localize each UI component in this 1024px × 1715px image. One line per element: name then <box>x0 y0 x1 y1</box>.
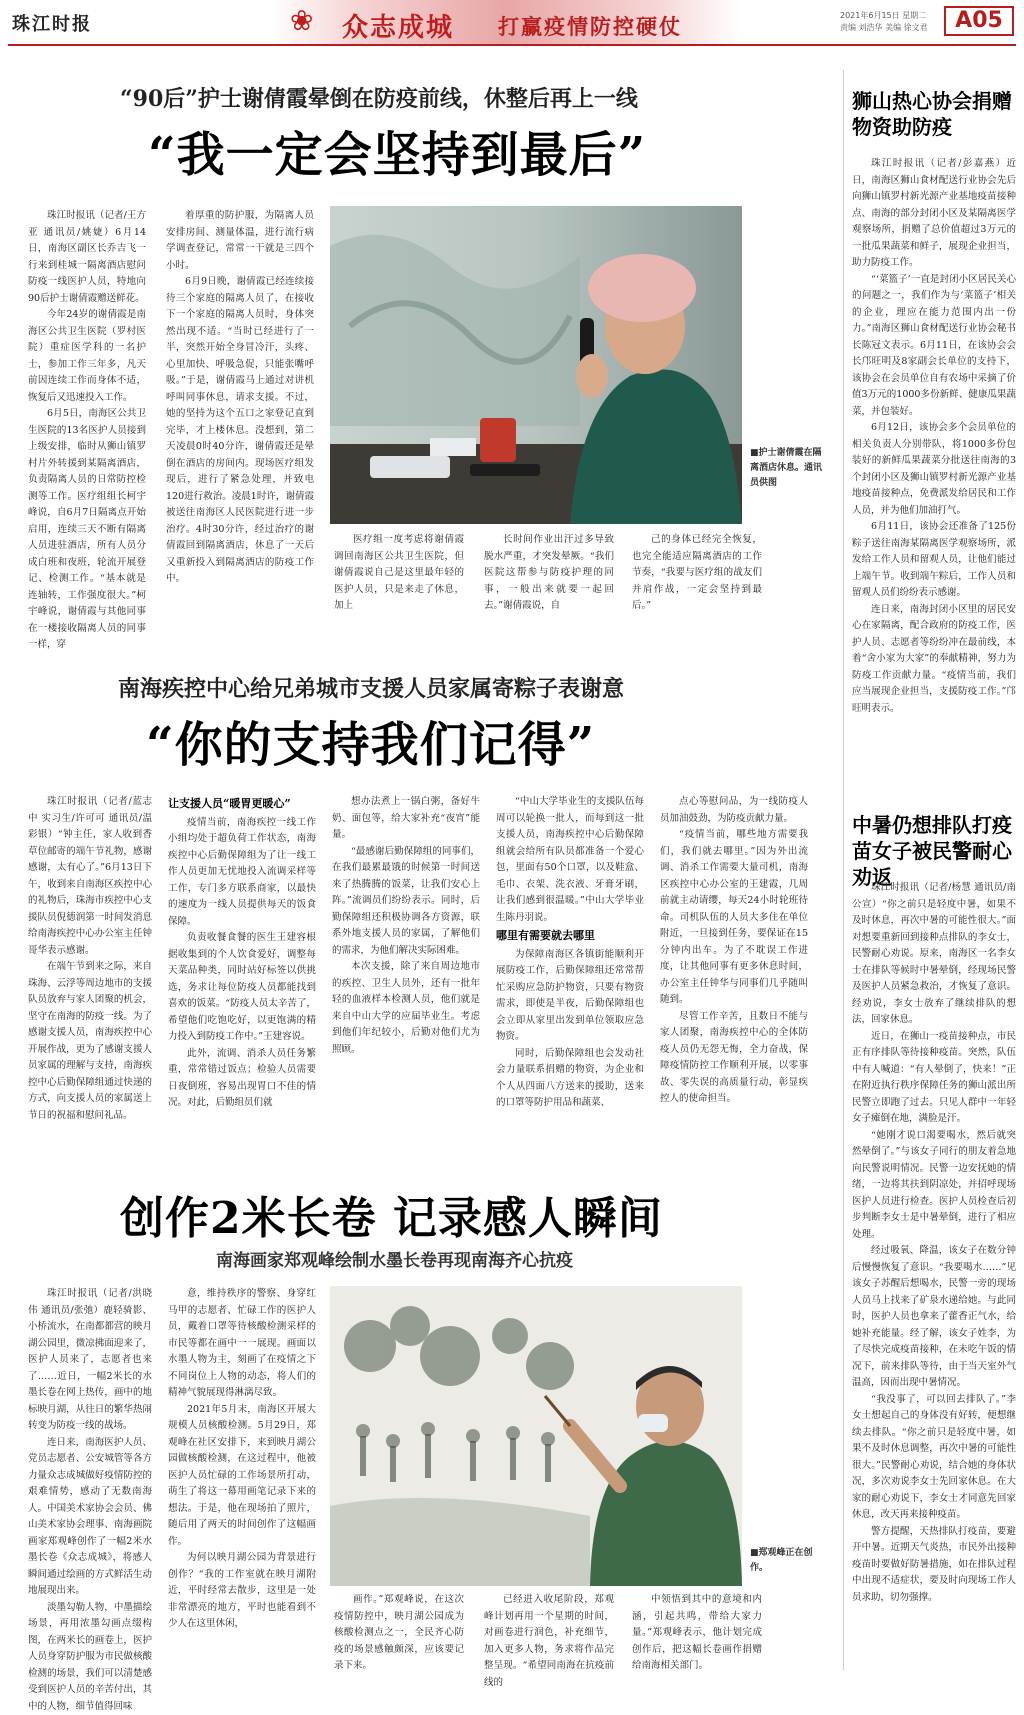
story1-kicker: “90后”护士谢倩霞晕倒在防疫前线，休整后再上一线 <box>120 82 638 113</box>
dateline <box>840 10 928 34</box>
side2-title: 中暑仍想排队打疫苗女子被民警耐心劝返 <box>852 812 1017 890</box>
story3-subtitle: 南海画家郑观峰绘制水墨长卷再现南海齐心抗疫 <box>216 1246 573 1271</box>
page-header <box>0 0 1024 46</box>
paragraph: 珠江时报讯（记者/洪晓伟 通讯员/张弛）鹿轻骑影、小桥流水，在南都都营的映月湖公园里，微凉拂面迎来了，医护人员来了，志愿者也来了……近日，一幅2米长的水墨长卷在网上热传，画中的地标映月湖，从往日的繁华热闹转变为防疫一线的战场。 <box>28 1286 152 1435</box>
paragraph: 6月9日晚，谢倩霞已经连续接待三个家庭的隔离人员了，在接收下一个家庭的隔离人员时，身体突然出现不适。“当时已经进行了一半，突然开始全身冒冷汗，头疼、心里加快、呼吸急促，只能张嘴呼吸。”于是，谢倩霞马上通过对讲机呼叫同事休息，请求支援。不过，她的坚持为这个五口之家登记直到完毕，才上楼休息。没想到，第二天凌晨0时40分许，谢倩霞还是晕倒在酒店的房间内。现场医疗组发现后，进行了紧急处理，并致电120进行救治。凌晨1时许，谢倩霞被送往南海区人民医院进行进一步治疗。4时30分许，经过治疗的谢倩霞回到隔离酒店，休息了一天后又重新投入到隔离酒店的防疫工作中。 <box>166 274 314 588</box>
paragraph: “疫情当前，哪些地方需要我们，我们就去哪里。”因为外出流调、消杀工作需要大量司机，南海区疾控中心办公室的王建霞，几周前就主动请缨，每天24小时轮班待命。司机队伍的人员大多住在单位附近，一旦接到任务，要保证在15分钟内出车。为了不耽误工作进度，让其他同事有更多休息时间，办公室主任钟华与同事们几乎随叫随到。 <box>660 827 808 1009</box>
story3-bottom-col-3 <box>632 1592 762 1676</box>
paper-name: 珠江时报 <box>12 10 92 36</box>
paragraph: 己的身体已经完全恢复，也完全能适应隔离酒店的工作节奏，“我要与医疗组的战友们并肩作战，一定会坚持到最后。” <box>632 532 762 615</box>
page-number: A05 <box>944 6 1014 36</box>
paragraph: “‘菜篮子’一直是封闭小区居民关心的问题之一，我们作为与‘菜篮子’相关的企业，理应在能力范围内出一份力。”南海区狮山食材配送行业协会秘书长陈冠文表示。6月11日，在该协会会长邝旺明及8家副会长单位的支持下，该协会在会员单位自有农场中采摘了价值3万元的1000多份新鲜、健康瓜果蔬菜，并包装好。 <box>852 272 1016 421</box>
section-heading: 让支援人员“暖胃更暖心” <box>168 796 316 813</box>
story3-bottom-col-1 <box>334 1592 464 1676</box>
paragraph: 6月12日，该协会多个会员单位的相关负责人分别带队，将1000多份包装好的新鲜瓜果蔬菜分批送往南海的3个封闭小区及狮山镇罗村新光源产业基地疫苗接种点，免费派发给居民和工作人员，并为他们加油打气。 <box>852 420 1016 519</box>
ribbon-bow-icon: ❀ <box>290 4 313 37</box>
paragraph: 已经进入收尾阶段，郑观峰计划再用一个星期的时间，对画卷进行润色，补充细节，加入更多人物，务求将作品完整呈现。“希望同南海在抗疫前线的 <box>484 1592 614 1691</box>
paragraph: “最感谢后勤保障组的同事们，在我们最累最饿的时候第一时间送来了热腾腾的饭菜，让我们安心上阵。”流调员们纷纷表示。同时，后勤保障组还积极协调各方资源，联系外地支援人员的家属，了解他们的需求，为他们解决实际困难。 <box>332 844 480 960</box>
paragraph: 本次支援，除了来自周边地市的疾控、卫生人员外，还有一批年轻的血液样本检测人员，他们就是来自中山大学的应届毕业生。考虑到他们年纪较小，后勤对他们尤为照顾。 <box>332 959 480 1058</box>
paragraph: 疫情当前，南海疾控一线工作小组均处于超负荷工作状态，南海疾控中心后勤保障组为了让一线工作人员更加无忧地投入流调采样等工作，专门多方联系商家，以最快的速度为一线人员提供每天的饭食保障。 <box>168 815 316 931</box>
paragraph: 2021年5月末，南海区开展大规模人员核酸检测。5月29日，郑观峰在社区安排下，来到映月湖公园做核酸检测，在这过程中，他被医护人员忙碌的工作场景所打动，萌生了将这一幕用画笔记录下来的想法。于是，他在现场拍了照片，随后用了两天的时间创作了这幅画作。 <box>168 1402 316 1551</box>
paragraph: “中山大学毕业生的支援队伍每周可以轮换一批人，而每到这一批支援人员，南海疾控中心后勤保障组就会给所有队员都准备一个爱心包，里面有50个口罩，以及鞋盒、毛巾、衣架、洗衣液、牙膏牙刷，让我们感到很温暖。”中山大学毕业生陈丹羽说。 <box>496 794 644 926</box>
paragraph: 着厚重的防护服，为隔离人员安排房间、测量体温，进行流行病学调查登记，常常一干就是三四个小时。 <box>166 208 314 274</box>
story2-column-1 <box>28 794 152 1112</box>
story3-column-2 <box>168 1286 316 1606</box>
paragraph: 连日来，南海医护人员、党员志愿者、公安城管等各方力量众志成城做好疫情防控的艰难情势，感动了无数南海人。中国美术家协会会员、佛山美术家协会理事、南海画院画家郑观峰创作了一幅2米水墨长卷《众志成城》，将感人瞬间通过绘画的方式鲜活生动地展现出来。 <box>28 1435 152 1600</box>
side1-title: 狮山热心协会捐赠物资助防疫 <box>852 88 1017 140</box>
paragraph: 点心等慰问品，为一线防疫人员加油鼓劲，为防疫贡献力量。 <box>660 794 808 827</box>
paragraph: 中领悟到其中的意境和内涵，引起共鸣，带给大家力量。”郑观峰表示，他计划完成创作后，把这幅长卷画作捐赠给南海相关部门。 <box>632 1592 762 1675</box>
paragraph: 画作。”郑观峰说，在这次疫情防控中，映月湖公园成为核酸检测点之一，全民齐心防疫的场景感触颇深，应该要记录下来。 <box>334 1592 464 1675</box>
paragraph: 连日来，南海封闭小区里的居民安心在家隔离，配合政府的防疫工作，医护人员、志愿者等纷纷冲在最前线，本着“舍小家为大家”的奉献精神，努力为防疫工作贡献力量。“疫情当前，我们应当展现企业担当，支援防疫工作。”邝旺明表示。 <box>852 602 1016 718</box>
paragraph: 为何以映月湖公园为背景进行创作？“我的工作室就在映月湖附近，平时经常去散步，这里是一处非常漂亮的地方，平时也能看到不少人在这里休闲， <box>168 1550 316 1633</box>
story1-bottom-col-3 <box>632 532 762 600</box>
column-divider <box>843 70 844 1670</box>
paragraph: “她刚才说口渴要喝水，然后就突然晕倒了。”与该女子同行的朋友着急地向民警说明情况。民警一边安抚她的情绪，一边将其扶到阴凉处，并招呼现场医护人员进行检查。医护人员检查后初步判断李女士是中暑晕倒，进行了相应处理。 <box>852 1128 1016 1244</box>
paragraph: 6月11日，该协会还准备了125份粽子送往南海某隔离医学观察场所，派发给工作人员和留观人员，让他们能过上端午节。收到端午粽后，工作人员和留观人员们纷纷表示感谢。 <box>852 519 1016 602</box>
story3-column-1 <box>28 1286 152 1606</box>
story1-bottom-col-2 <box>484 532 614 600</box>
painter-photo <box>330 1286 742 1586</box>
nurse-photo <box>330 206 742 524</box>
paragraph: 长时间作业出汗过多导致脱水严重，才突发晕厥。“我们医院这帮参与防疫护理的同事，一般出来就要一起回去。”谢倩霞说，自 <box>484 532 614 615</box>
paragraph: 负责收餐食餐的医生王建容根据收集到的个人饮食爱好，调整每天菜品种类，同时站好标签以供挑选，务求让每位防疫人员都能找到喜欢的饭菜。“防疫人员太辛苦了，希望他们吃饱吃好，以更饱满的精力投入到防疫工作中。”王建容说。 <box>168 930 316 1046</box>
side2-body <box>852 880 1016 1676</box>
paragraph: 为保障南海区各镇街能顺利开展防疫工作，后勤保障组还常常帮忙采购应急防护物资，只要有物资需求，即使是半夜，后勤保障组也会立即从家里出发到单位领取应急物资。 <box>496 947 644 1046</box>
story1-column-1 <box>28 208 146 600</box>
paragraph: 珠江时报讯（记者/彭嘉燕）近日，南海区狮山食材配送行业协会先后向狮山镇罗村新光源产业基地疫苗接种点、南海的部分封闭小区及某隔离医学观察场所，捐赠了总价值超过3万元的一批瓜果蔬菜和鲜子，展现企业担当，助力防疫工作。 <box>852 156 1016 272</box>
banner-subtitle: 打赢疫情防控硬仗 <box>498 11 682 41</box>
paragraph: 警方提醒，天热排队打疫苗，要避开中暑。近期天气炎热，市民外出接种疫苗时要做好防暑措施，如在排队过程中出现不适症状，要及时向现场工作人员求助，切勿强撑。 <box>852 1524 1016 1607</box>
story2-column-5 <box>660 794 808 1112</box>
paragraph: 想办法煮上一锅白粥，备好牛奶、面包等，给大家补充“夜宵”能量。 <box>332 794 480 844</box>
story2-kicker: 南海疾控中心给兄弟城市支援人员家属寄粽子表谢意 <box>118 672 624 703</box>
paragraph: 医疗组一度考虑将谢倩霞调回南海区公共卫生医院，但谢倩霞说自己是这里最年轻的医护人员，只是来走了休息，加上 <box>334 532 464 615</box>
issue-date: 2021年6月15日 星期二 <box>840 10 928 22</box>
paragraph: 珠江时报讯（记者/蓝志中 实习生/许可可 通讯员/温彩银）“钟主任，家人收到香草位邮寄的端午节礼物，感谢感谢，太有心了。”6月13日下午，收到来自南海区疾控中心的礼物后，珠海市疾控中心支援队员倪德润第一时间发消息给南海疾控中心办公室主任钟哥华表示感谢。 <box>28 794 152 959</box>
paragraph: 珠江时报讯（记者/王方亚 通讯员/姚婕）6月14日，南海区副区长乔吉飞一行来到桂城一隔离酒店慰问防疫一线医护人员，特地向90后护士谢倩霞赠送鲜花。 <box>28 208 146 307</box>
story2-headline: “你的支持我们记得” <box>146 706 595 775</box>
paragraph: 尽管工作辛苦，且数日不能与家人团聚，南海疾控中心的全体防疫人员仍无怨无悔，全力奋战，保障疫情防控工作顺利开展，以零事故、零失误的高质量行动，彰显疾控人的使命担当。 <box>660 1009 808 1108</box>
story2-column-3 <box>332 794 480 1112</box>
paragraph: 今年24岁的谢倩霞是南海区公共卫生医院（罗村医院）重症医学科的一名护士，参加工作三年多，凡天前因连续工作而身体不适，恢复后又迅速投入工作。 <box>28 307 146 406</box>
side1-body <box>852 156 1016 756</box>
story2-column-4 <box>496 794 644 1112</box>
paragraph: 同时，后勤保障组也会发动社会力量联系捐赠的物资，为企业和个人从四面八方送来的援助，送来的口罩等防护用品和蔬菜、 <box>496 1046 644 1112</box>
paragraph: 淡墨勾勒人物，中墨描绘场景，再用浓墨勾画点缀构图，在两米长的画卷上，医护人员身穿防护服为市民做核酸检测的场景，我们可以清楚感受到医护人员的辛苦付出，其中的人物，细节值得回味 <box>28 1600 152 1715</box>
paragraph: 意，维持秩序的警察、身穿红马甲的志愿者、忙碌工作的医护人员，戴着口罩等待核酸检测采样的市民等都在画中一一展现。画面以水墨人物为主，刻画了在疫情之下不同岗位上人物的动态，将人们的精神气貌展现得淋漓尽致。 <box>168 1286 316 1402</box>
story1-column-2 <box>166 208 314 600</box>
story3-photo-caption: ■郑观峰正在创作。 <box>750 1546 828 1576</box>
story3-bottom-col-2 <box>484 1592 614 1676</box>
paragraph: 珠江时报讯（记者/杨慧 通讯员/南公宣）“你之前只是轻度中暑，如果不及时休息，再次中暑的可能性很大。”面对想要重新回到接种点排队的李女士，民警耐心劝说。原来，南海区一名李女士在排队等候时中暑晕倒，经现场民警及医护人员紧急救治，才恢复了意识。经劝说，李女士放弃了继续排队的想法，回家休息。 <box>852 880 1016 1029</box>
paragraph: 在端午节到来之际，来自珠海、云浮等周边地市的支援队员放弃与家人团聚的机会，坚守在南海的防疫一线。为了感谢支援人员，南海疾控中心开展作战，更为了感谢支援人员家属的理解与支持，南海疾控中心后勤保障组通过快递的方式，向支援人员的家属送上节日的祝福和慰问礼品。 <box>28 959 152 1124</box>
paragraph: “我没事了，可以回去排队了。”李女士想起自己的身体没有好转，便想继续去排队。“你之前只是轻度中暑，如果不及时休息调整，再次中暑的可能性很大。”民警耐心劝说，结合她的身体状况，多次劝说李女士先回家休息。在大家的耐心劝说下，李女士才同意先回家休息，改天再来接种疫苗。 <box>852 1392 1016 1524</box>
paragraph: 经过吸氧、降温，该女子在数分钟后慢慢恢复了意识。“我要喝水……”见该女子苏醒后想喝水，民警一旁的现场人员马上找来了矿泉水递给她。与此同时，医护人员也拿来了藿香正气水，给她补充能量。经了解，该女子姓李，为了尽快完成疫苗接种，在未吃午饭的情况下，前来排队等待，由于当天室外气温高，因而出现中暑情况。 <box>852 1243 1016 1392</box>
story1-photo-caption: ■护士谢倩霞在隔离酒店休息。通讯员供图 <box>750 446 826 491</box>
banner-title: 众志成城 <box>342 7 454 44</box>
paragraph: 6月5日，南海区公共卫生医院的13名医护人员接到上级安排，临时从狮山镇罗村片外转援到某隔离酒店，负责隔离人员的日常防控检测等工作。医疗组组长柯宇峰说，自6月7日隔离点开始启用，连续三天不断有隔离人员进驻酒店，所有人员分成白班和夜班，轮流开展登记、检测工作。“基本就是连轴转，工作强度很大。”柯宇峰说，谢倩霞与其他同事在一楼接收隔离人员的同事一样，穿 <box>28 406 146 654</box>
section-heading: 哪里有需要就去哪里 <box>496 928 644 945</box>
story2-column-2 <box>168 794 316 1112</box>
story1-headline: “我一定会坚持到最后” <box>148 116 646 185</box>
paragraph: 此外，流调、消杀人员任务繁重，常常错过饭点；检验人员需要日夜倒班，容易出现胃口不佳的情况。对此，后勤组员们就 <box>168 1046 316 1112</box>
editor-credits: 责编 刘浩华 美编 徐文君 <box>840 22 928 34</box>
story3-headline: 创作2米长卷 记录感人瞬间 <box>120 1182 663 1246</box>
story1-bottom-col-1 <box>334 532 464 600</box>
paragraph: 近日，在狮山一疫苗接种点，市民正有序排队等待接种疫苗。突然，队伍中有人喊道：“有人晕倒了，快来！”正在附近执行秩序保障任务的狮山派出所民警立即跑了过去。只见人群中一年轻女子瘫倒在地，满脸是汗。 <box>852 1029 1016 1128</box>
header-rule <box>8 44 1016 46</box>
